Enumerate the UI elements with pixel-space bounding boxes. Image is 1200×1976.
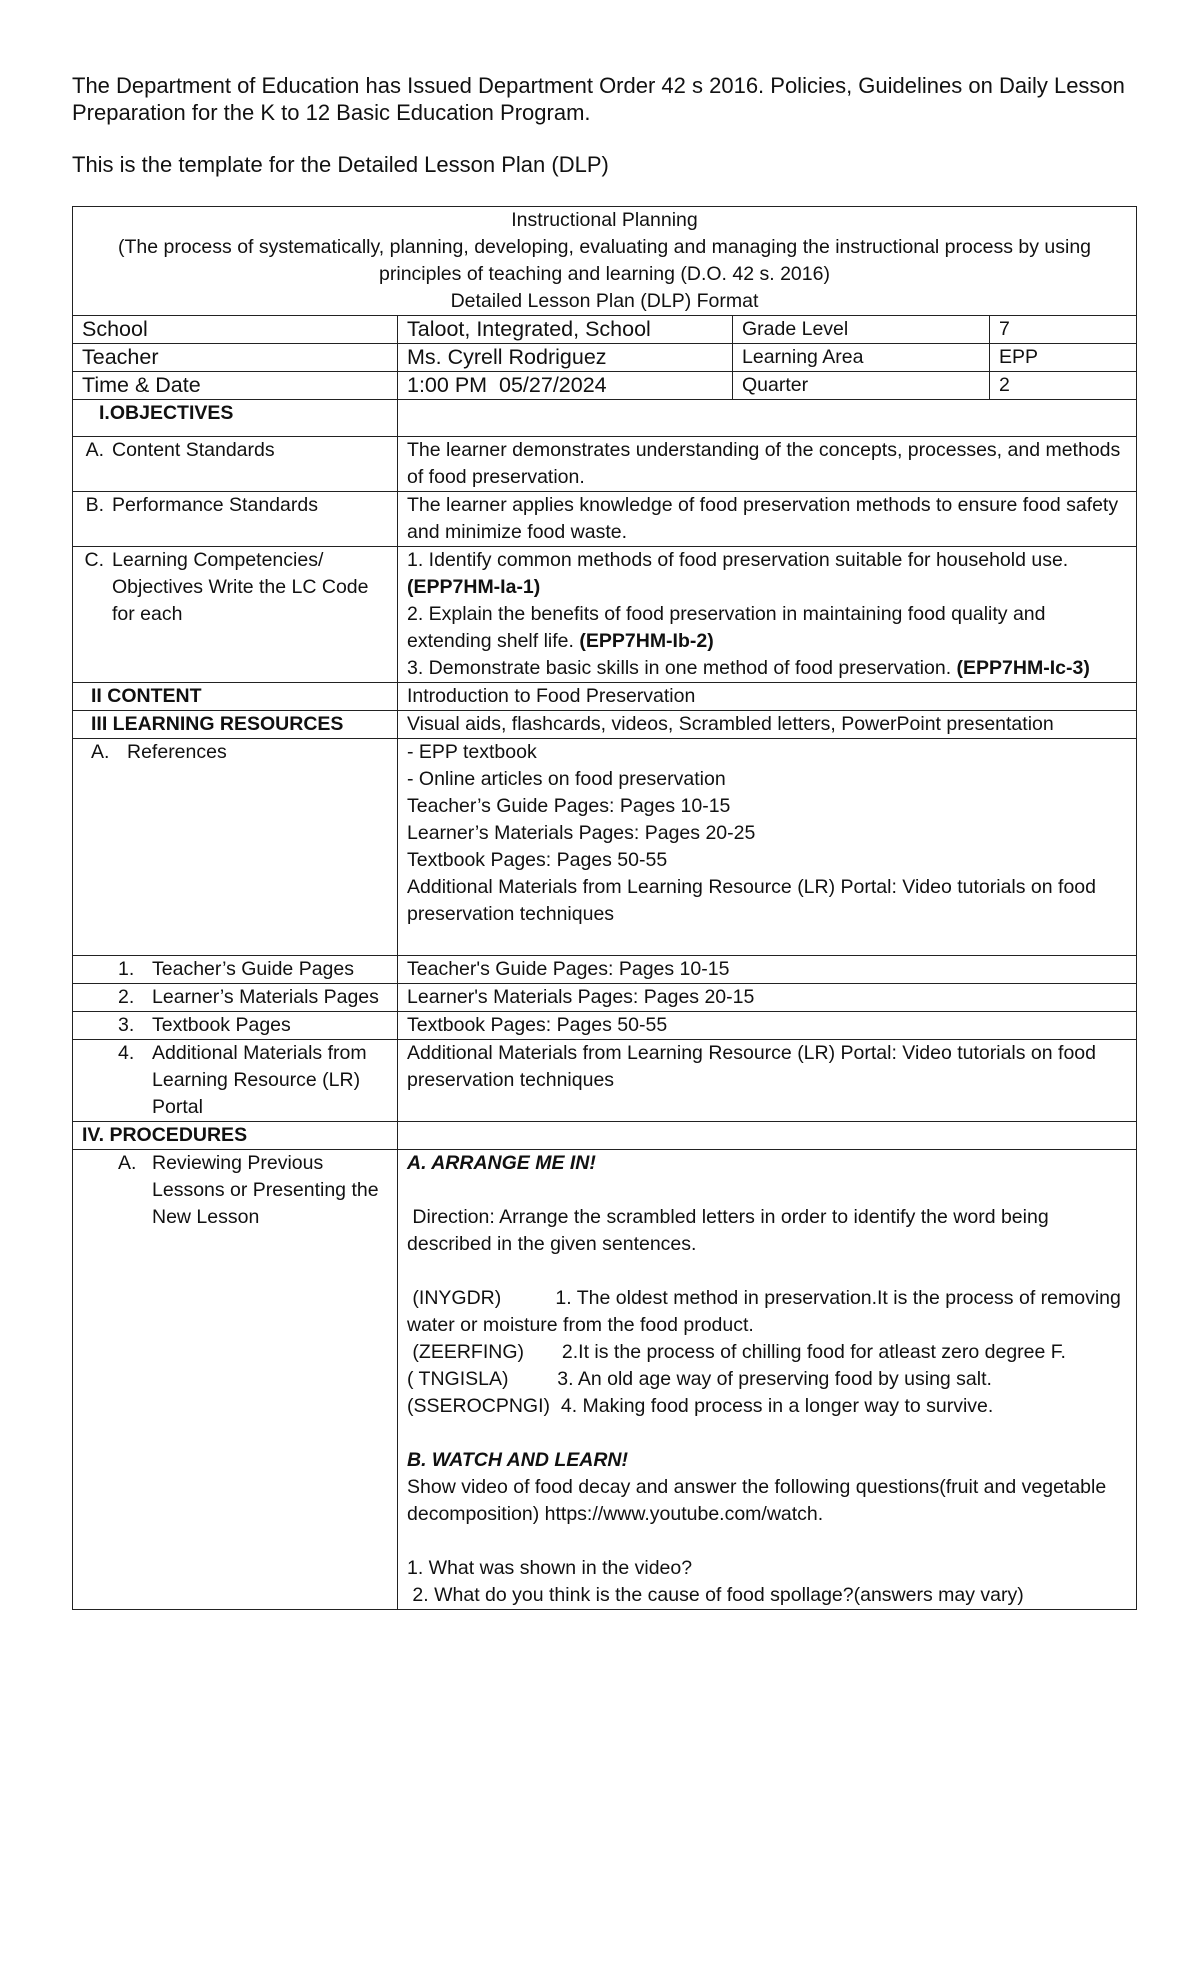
- content-standards-mark: A.: [85, 439, 104, 461]
- references-value: [398, 739, 1137, 956]
- watch-and-learn-title: B. WATCH AND LEARN!: [407, 1449, 628, 1471]
- question-item: 1. What was shown in the video?: [407, 1557, 693, 1579]
- header-title: Instructional Planning: [511, 209, 698, 231]
- lc-item-3-text: 3. Demonstrate basic skills in one method of food preservation.: [407, 657, 952, 679]
- grade-level-label: Grade Level: [733, 316, 990, 344]
- learning-area-label: Learning Area: [733, 344, 990, 372]
- resource-item-label-text: Textbook Pages: [152, 1014, 291, 1036]
- resources-label: III LEARNING RESOURCES: [73, 711, 398, 739]
- lc-item-1-code: (EPP7HM-Ia-1): [407, 576, 541, 598]
- time-date-label: Time & Date: [73, 372, 398, 400]
- resource-item-row: [73, 1040, 1137, 1122]
- procedures-a-row: [73, 1150, 1137, 1610]
- procedures-heading-empty: [398, 1122, 1137, 1150]
- performance-standards-value: The learner applies knowledge of food preservation methods to ensure food safety and minimize food waste.: [398, 492, 1137, 547]
- resource-item-mark: 3.: [118, 1014, 135, 1036]
- procedures-heading-row: [73, 1122, 1137, 1150]
- content-standards-row: [73, 437, 1137, 492]
- teacher-label: Teacher: [73, 344, 398, 372]
- arrange-direction: Direction: Arrange the scrambled letters in order to identify the word being described in the given sentences.: [407, 1206, 1055, 1255]
- lc-item-2-text: 2. Explain the benefits of food preservation in maintaining food quality and extending shelf life.: [407, 603, 1046, 652]
- resources-value: Visual aids, flashcards, videos, Scrambled letters, PowerPoint presentation: [398, 711, 1137, 739]
- reference-line: Learner’s Materials Pages: Pages 20-25: [407, 822, 756, 844]
- reference-line: Additional Materials from Learning Resource (LR) Portal: Video tutorials on food preservation techniques: [407, 876, 1096, 925]
- lc-item-3-code: (EPP7HM-Ic-3): [956, 657, 1090, 679]
- resource-item-mark: 1.: [118, 958, 135, 980]
- header-cell: [73, 207, 1137, 316]
- teacher-value: Ms. Cyrell Rodriguez: [398, 344, 733, 372]
- resource-item-label: [73, 1012, 398, 1040]
- objectives-heading-empty: [398, 400, 1137, 437]
- resource-item-row: [73, 984, 1137, 1012]
- procedures-label: IV. PROCEDURES: [73, 1122, 398, 1150]
- scramble-item: (ZEERFING) 2.It is the process of chilling food for atleast zero degree F.: [407, 1341, 1066, 1363]
- grade-level-value: 7: [990, 316, 1137, 344]
- performance-standards-mark: B.: [85, 494, 104, 516]
- quarter-value: 2: [990, 372, 1137, 400]
- scramble-item: (INYGDR) 1. The oldest method in preservation.It is the process of removing water or moisture from the food product.: [407, 1287, 1127, 1336]
- lc-item-1: [407, 547, 1127, 601]
- procedures-a-label: [73, 1150, 398, 1610]
- learning-competencies-value: [398, 547, 1137, 683]
- resource-item-row: [73, 1012, 1137, 1040]
- objectives-heading-row: [73, 400, 1137, 437]
- content-standards-value: The learner demonstrates understanding of the concepts, processes, and methods of food preservation.: [398, 437, 1137, 492]
- resource-item-value: Learner's Materials Pages: Pages 20-15: [398, 984, 1137, 1012]
- objectives-heading-text: OBJECTIVES: [109, 402, 234, 424]
- arrange-me-in-title: A. ARRANGE ME IN!: [407, 1152, 596, 1174]
- resource-item-label-text: Learner’s Materials Pages: [152, 986, 379, 1008]
- content-standards-label: [73, 437, 398, 492]
- lc-item-2: [407, 601, 1127, 655]
- info-row-time: [73, 372, 1137, 400]
- resource-item-value: Additional Materials from Learning Resource (LR) Portal: Video tutorials on food preservation techniques: [398, 1040, 1137, 1122]
- learning-competencies-row: [73, 547, 1137, 683]
- time-date-value: 1:00 PM 05/27/2024: [398, 372, 733, 400]
- info-row-teacher: [73, 344, 1137, 372]
- procedures-a-value: [398, 1150, 1137, 1610]
- scramble-item: (SSEROCPNGI) 4. Making food process in a longer way to survive.: [407, 1395, 994, 1417]
- lc-item-3: [407, 655, 1127, 682]
- intro-line-2: This is the template for the Detailed Lesson Plan (DLP): [72, 152, 609, 177]
- objectives-heading-mark: I.: [99, 402, 110, 424]
- dlp-table: [72, 206, 1137, 1610]
- school-label: School: [73, 316, 398, 344]
- reference-line: - Online articles on food preservation: [407, 768, 726, 790]
- performance-standards-label: [73, 492, 398, 547]
- learning-competencies-mark: C.: [84, 549, 104, 571]
- references-row: [73, 739, 1137, 956]
- resource-item-value: Teacher's Guide Pages: Pages 10-15: [398, 956, 1137, 984]
- question-item: 2. What do you think is the cause of food spollage?(answers may vary): [407, 1584, 1024, 1606]
- header-description: (The process of systematically, planning, developing, evaluating and managing the instructional process by using principles of teaching and learning (D.O. 42 s. 2016): [117, 236, 1092, 285]
- lc-item-1-text: 1. Identify common methods of food preservation suitable for household use.: [407, 549, 1069, 571]
- resource-item-label: [73, 956, 398, 984]
- objectives-heading: [73, 400, 398, 437]
- watch-and-learn-text: Show video of food decay and answer the following questions(fruit and vegetable decomposition) https://www.youtube.com/watch.: [407, 1476, 1107, 1525]
- quarter-label: Quarter: [733, 372, 990, 400]
- procedures-a-mark: A.: [118, 1152, 137, 1174]
- intro-line-1: The Department of Education has Issued Department Order 42 s 2016. Policies, Guidelines on Daily Lesson Preparation for the K to 12 Basic Education Program.: [72, 73, 1125, 125]
- performance-standards-label-text: Performance Standards: [112, 494, 318, 516]
- content-row: [73, 683, 1137, 711]
- procedures-a-label-text: Reviewing Previous Lessons or Presenting the New Lesson: [152, 1152, 379, 1228]
- resources-row: [73, 711, 1137, 739]
- reference-line: Textbook Pages: Pages 50-55: [407, 849, 668, 871]
- resource-item-label-text: Additional Materials from Learning Resource (LR) Portal: [152, 1042, 367, 1118]
- resource-item-mark: 2.: [118, 986, 135, 1008]
- resource-item-label-text: Teacher’s Guide Pages: [152, 958, 354, 980]
- content-value: Introduction to Food Preservation: [398, 683, 1137, 711]
- references-label: [73, 739, 398, 956]
- learning-competencies-label-text: Learning Competencies/ Objectives Write the LC Code for each: [112, 549, 369, 625]
- header-row: [73, 207, 1137, 316]
- learning-competencies-label: [73, 547, 398, 683]
- performance-standards-row: [73, 492, 1137, 547]
- references-label-text: References: [127, 741, 227, 763]
- resource-item-row: [73, 956, 1137, 984]
- resource-item-label: [73, 1040, 398, 1122]
- school-value: Taloot, Integrated, School: [398, 316, 733, 344]
- reference-line: - EPP textbook: [407, 741, 537, 763]
- header-format: Detailed Lesson Plan (DLP) Format: [450, 290, 759, 312]
- learning-area-value: EPP: [990, 344, 1137, 372]
- lc-item-2-code: (EPP7HM-Ib-2): [579, 630, 714, 652]
- content-standards-label-text: Content Standards: [112, 439, 275, 461]
- resource-item-value: Textbook Pages: Pages 50-55: [398, 1012, 1137, 1040]
- resource-item-label: [73, 984, 398, 1012]
- scramble-item: ( TNGISLA) 3. An old age way of preserving food by using salt.: [407, 1368, 992, 1390]
- resource-item-mark: 4.: [118, 1042, 135, 1064]
- reference-line: Teacher’s Guide Pages: Pages 10-15: [407, 795, 731, 817]
- intro-text: [72, 72, 1142, 178]
- info-row-school: [73, 316, 1137, 344]
- content-label: II CONTENT: [73, 683, 398, 711]
- references-mark: A.: [91, 741, 110, 763]
